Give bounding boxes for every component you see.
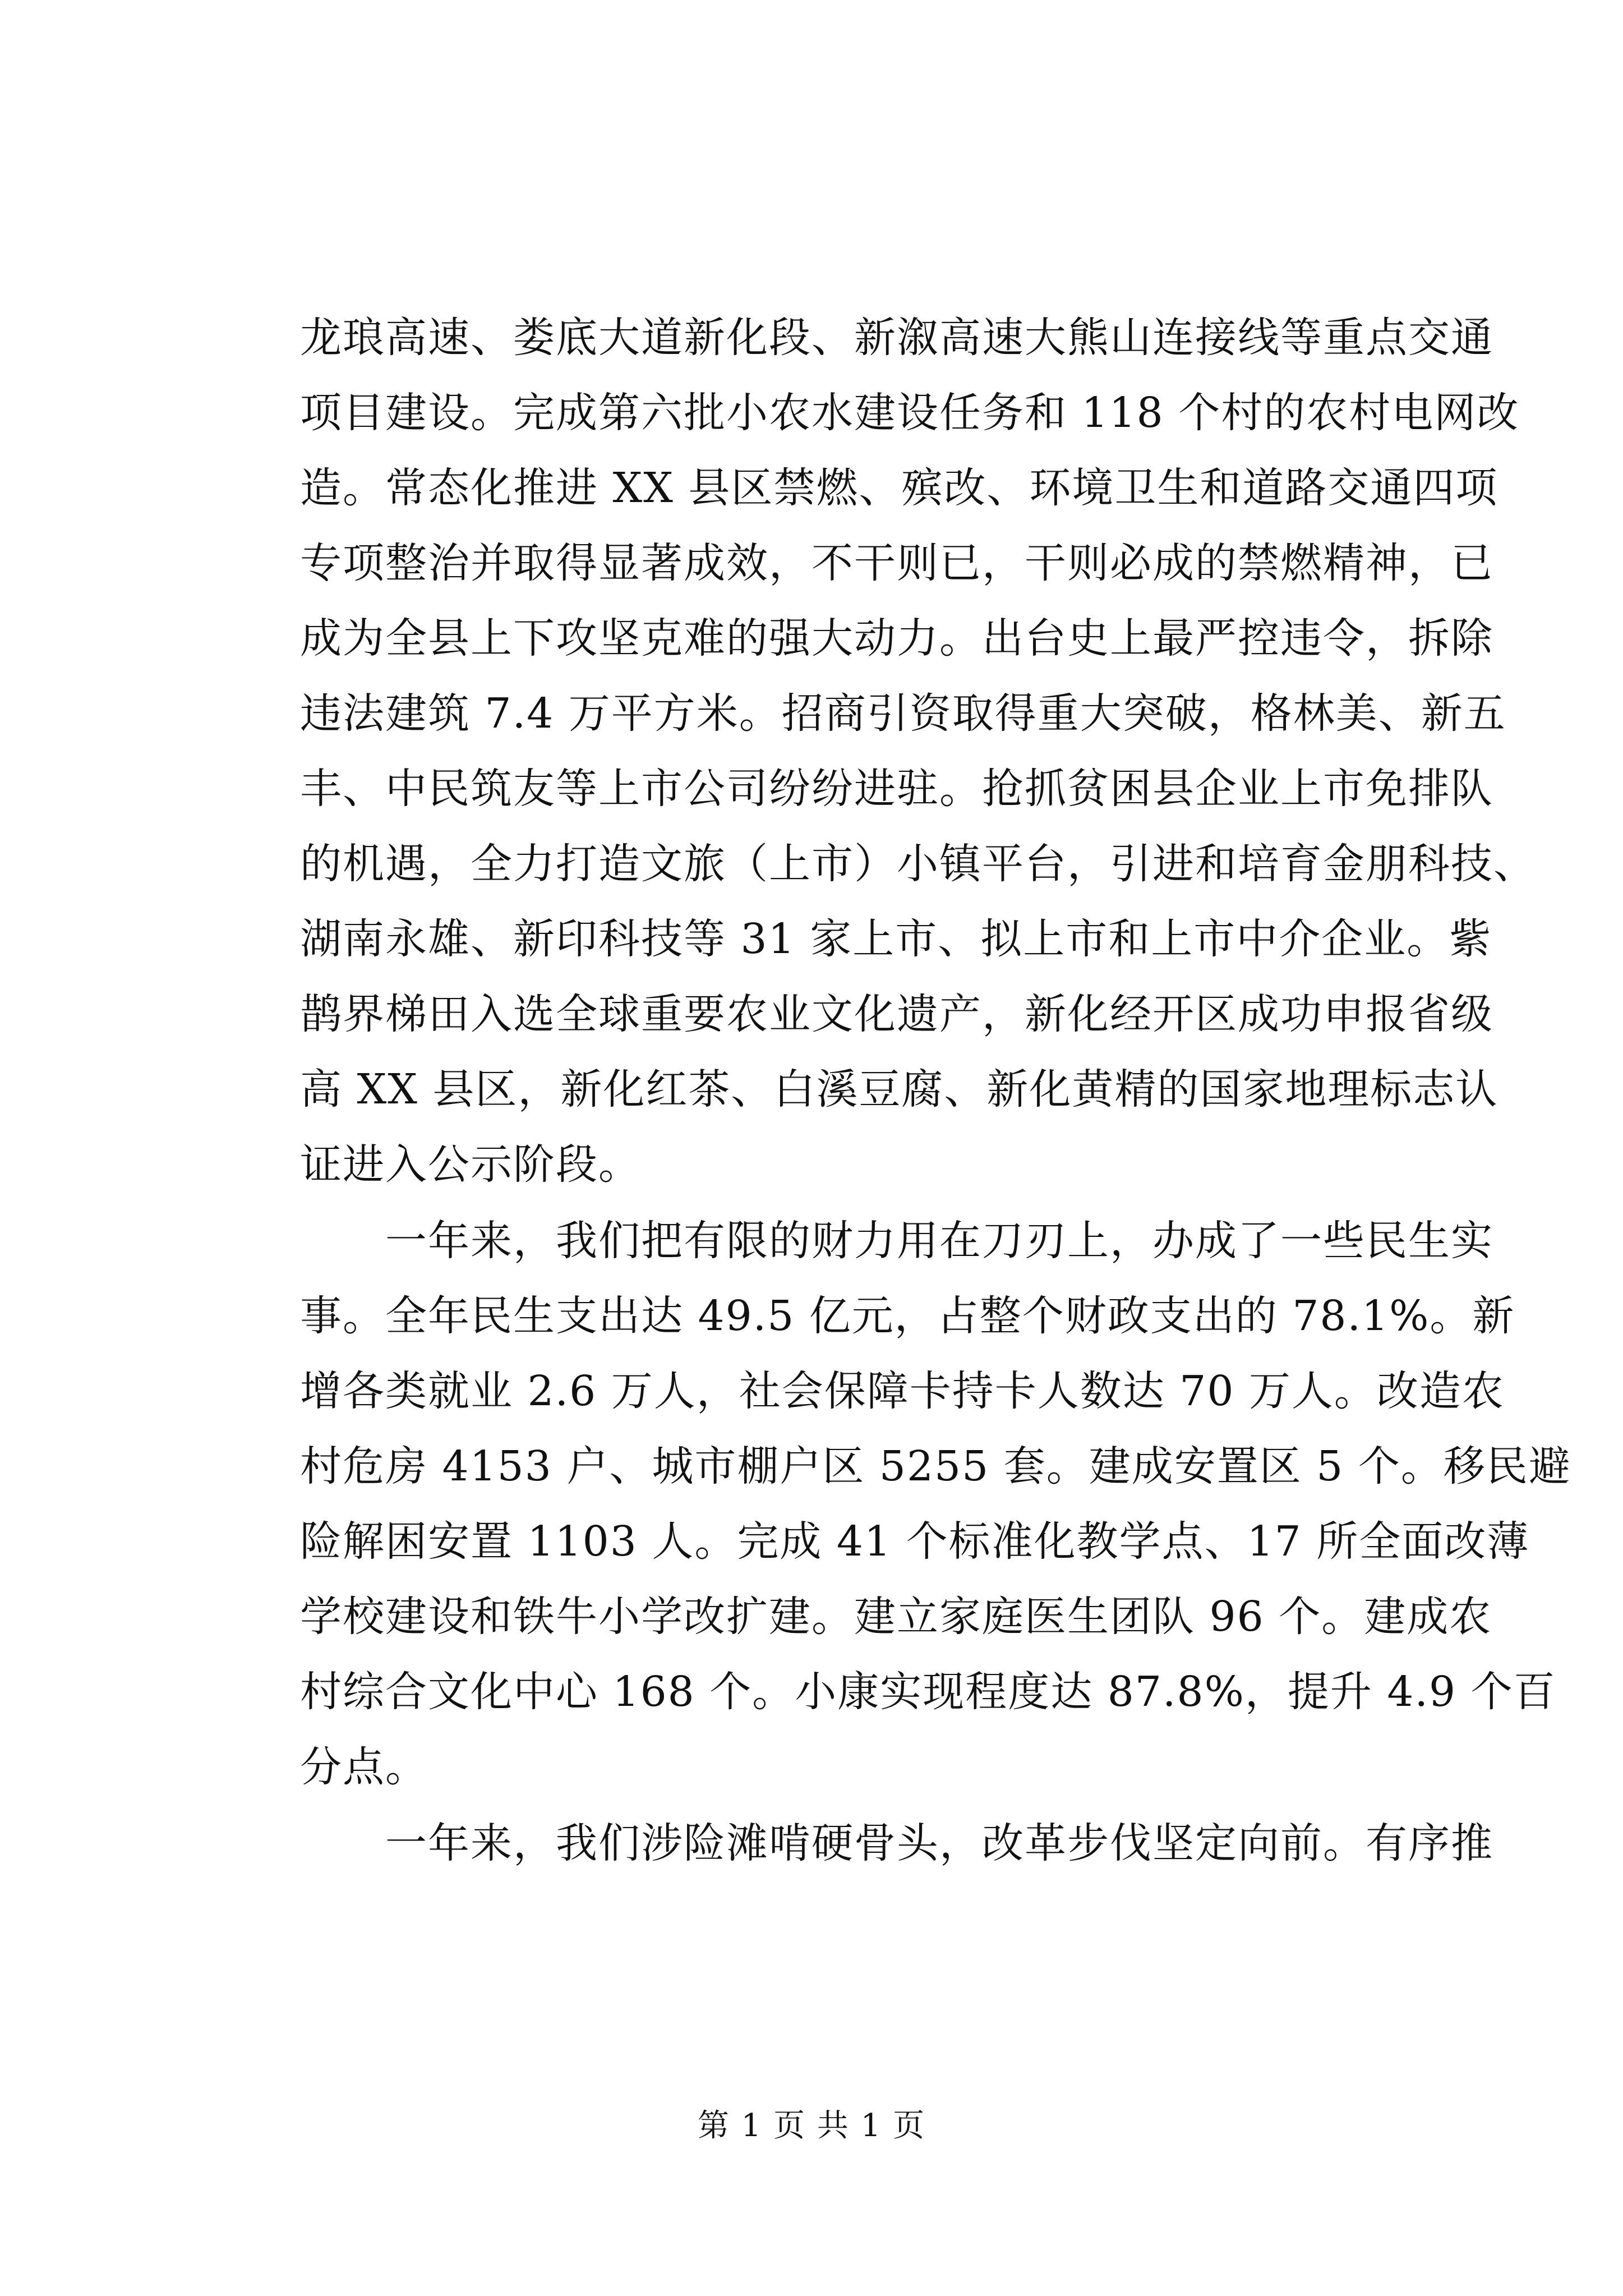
text-line: 项目建设。完成第六批小农水建设任务和 118 个村的农村电网改 <box>300 389 1520 437</box>
text-line: 的机遇，全力打造文旅（上市）小镇平台，引进和培育金朋科技、 <box>300 840 1536 888</box>
text-line: 险解困安置 1103 人。完成 41 个标准化教学点、17 所全面改薄 <box>300 1517 1530 1566</box>
text-line: 事。全年民生支出达 49.5 亿元，占整个财政支出的 78.1%。新 <box>300 1292 1515 1340</box>
text-line: 高 XX 县区，新化红茶、白溪豆腐、新化黄精的国家地理标志认 <box>300 1065 1498 1114</box>
text-line: 分点。 <box>300 1743 428 1791</box>
text-line: 增各类就业 2.6 万人，社会保障卡持卡人数达 70 万人。改造农 <box>300 1367 1505 1415</box>
page-number-footer: 第 1 页 共 1 页 <box>697 2108 926 2144</box>
text-line: 鹊界梯田入选全球重要农业文化遗产，新化经开区成功申报省级 <box>300 990 1493 1038</box>
text-line: 违法建筑 7.4 万平方米。招商引资取得重大突破，格林美、新五 <box>300 689 1506 738</box>
text-line: 一年来，我们把有限的财力用在刀刃上，办成了一些民生实 <box>300 1217 1493 1265</box>
text-line: 一年来，我们涉险滩啃硬骨头，改革步伐坚定向前。有序推 <box>300 1819 1493 1867</box>
text-line: 成为全县上下攻坚克难的强大动力。出台史上最严控违令，拆除 <box>300 614 1493 662</box>
text-line: 学校建设和铁牛小学改扩建。建立家庭医生团队 96 个。建成农 <box>300 1593 1492 1641</box>
text-line: 村综合文化中心 168 个。小康实现程度达 87.8%，提升 4.9 个百 <box>300 1668 1556 1716</box>
text-line: 村危房 4153 户、城市棚户区 5255 套。建成安置区 5 个。移民避 <box>300 1442 1571 1490</box>
text-line: 专项整治并取得显著成效，不干则已，干则必成的禁燃精神，已 <box>300 539 1493 587</box>
text-line: 证进入公示阶段。 <box>300 1140 641 1189</box>
body-text <box>300 300 1571 1881</box>
text-line: 湖南永雄、新印科技等 31 家上市、拟上市和上市中介企业。紫 <box>300 915 1492 963</box>
text-line: 造。常态化推进 XX 县区禁燃、殡改、环境卫生和道路交通四项 <box>300 464 1498 512</box>
text-line: 丰、中民筑友等上市公司纷纷进驻。抢抓贫困县企业上市免排队 <box>300 765 1493 813</box>
text-line: 龙琅高速、娄底大道新化段、新溆高速大熊山连接线等重点交通 <box>300 314 1493 362</box>
